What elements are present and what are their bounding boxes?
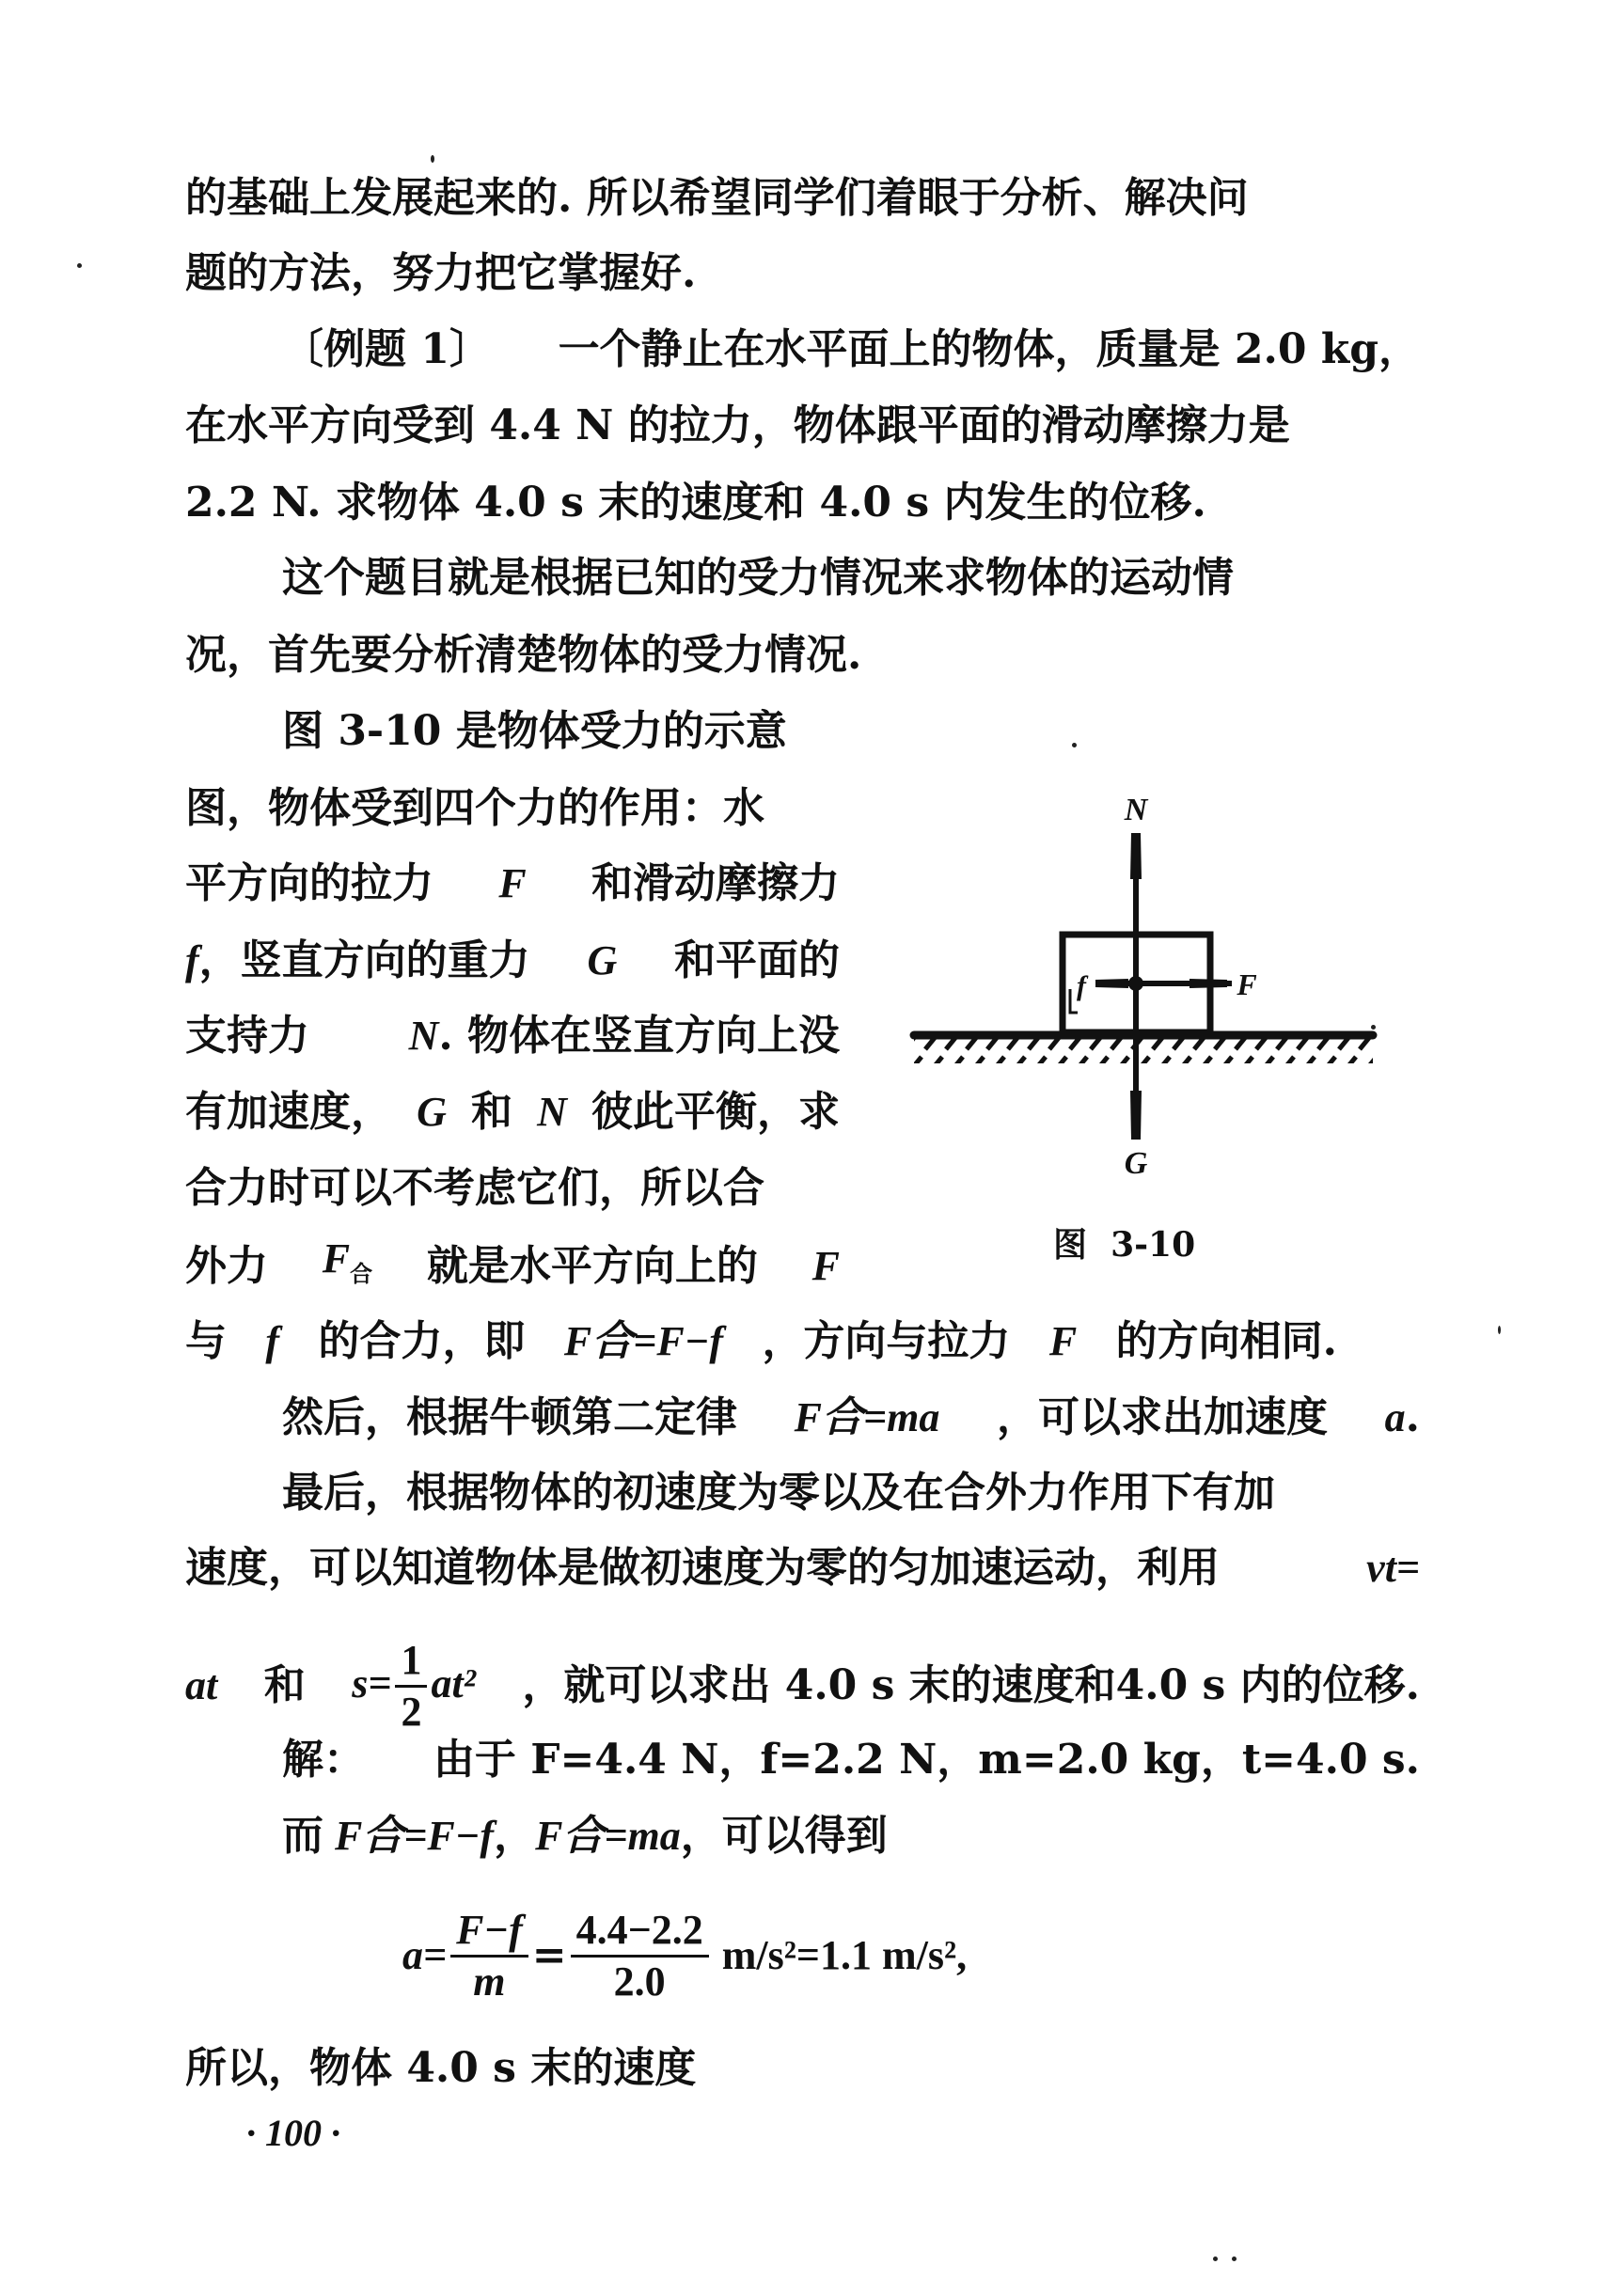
force-diagram: [903, 771, 1392, 1260]
figure-text-line-7: 合力时可以不考虑它们，所以合: [185, 1164, 764, 1212]
scan-speck: [1072, 743, 1077, 747]
analysis-line-1: 这个题目就是根据已知的受力情况来求物体的运动情: [282, 554, 1234, 602]
displacement-equation: s= $\frac{1}{2}$ at²: [352, 1636, 476, 1735]
scan-speck: [1498, 1326, 1501, 1334]
final-line-3: at 和 s= $\frac{1}{2}$ at² ，就可以求出 4.0 s 末的速度和4.0 s 内的位移.: [185, 1636, 1420, 1735]
ground-hatching: [914, 1039, 1373, 1063]
force-origin-dot: [1128, 976, 1143, 991]
velocity-equation-start: vt=: [1366, 1545, 1420, 1591]
label-pull-force: F: [1237, 967, 1257, 1001]
arrow-f-pull-icon: [1189, 979, 1227, 988]
figure-text-line-9: 与 f 的合力，即 F合=F−f ，方向与拉力 F 的方向相同.: [185, 1313, 1337, 1370]
figure-text-line-1: 图 3-10 是物体受力的示意: [282, 707, 787, 755]
label-friction: f: [1077, 970, 1086, 1001]
example-line-3: 2.2 N. 求物体 4.0 s 末的速度和 4.0 s 内发生的位移.: [185, 479, 1206, 527]
resultant-force-equation: F合=F−f: [563, 1318, 724, 1364]
example-line-2: 在水平方向受到 4.4 N 的拉力，物体跟平面的滑动摩擦力是: [185, 401, 1290, 449]
final-line-2: 速度，可以知道物体是做初速度为零的匀加速运动，利用 vt=: [185, 1540, 1420, 1596]
newton-line: 然后，根据牛顿第二定律 F合=ma ，可以求出加速度 a.: [282, 1390, 1420, 1446]
one-half-fraction: $\frac{1}{2}$: [395, 1640, 427, 1733]
newton-second-law-equation: F合=ma: [794, 1394, 940, 1440]
final-line-1: 最后，根据物体的初速度为零以及在合外力作用下有加: [282, 1469, 1275, 1517]
figure-text-line-4: f，竖直方向的重力 G 和平面的: [185, 936, 840, 984]
example-label: 〔例题 1〕: [282, 325, 491, 373]
label-g: G: [1124, 1146, 1148, 1181]
scan-speck: [77, 263, 82, 268]
scan-speck: [431, 155, 434, 163]
figure-caption: 图 3-10: [1053, 1225, 1196, 1265]
figure-text-line-3: 平方向的拉力 F 和滑动摩擦力: [185, 859, 840, 907]
analysis-line-2: 况，首先要分析清楚物体的受力情况.: [185, 631, 862, 679]
given-values: 由于 F=4.4 N，f=2.2 N，m=2.0 kg，t=4.0 s.: [433, 1736, 1420, 1784]
symbolic-fraction: $\frac{F-f}{m}$: [450, 1910, 528, 2003]
example-line-1: 〔例题 1〕 一个静止在水平面上的物体，质量是 2.0 kg，: [282, 322, 1420, 378]
solution-line-1: [282, 1732, 1420, 1788]
numeric-fraction: $\frac{4.4-2.2}{2.0}$: [571, 1910, 709, 2003]
label-n: N: [1124, 793, 1148, 827]
arrow-g-icon: [1130, 1091, 1142, 1140]
scan-speck: [1371, 1025, 1376, 1030]
figure-text-line-6: 有加速度， G 和 N 彼此平衡，求: [185, 1088, 840, 1136]
figure-text-line-2: 图，物体受到四个力的作用：水: [185, 784, 764, 832]
figure-text-line-5: 支持力 N. 物体在竖直方向上没: [185, 1012, 840, 1060]
solution-line-2: 而 F合=F−f ， F合=ma ，可以得到: [282, 1812, 888, 1860]
solution-label: 解：: [282, 1736, 365, 1784]
intro-line-2: 题的方法，努力把它掌握好.: [185, 249, 697, 297]
arrow-n-icon: [1130, 833, 1142, 879]
acceleration-formula: a= $\frac{F-f}{m}$ = $\frac{4.4-2.2}{2.0}$ m/s² =1.1 m/s²,: [402, 1906, 968, 2005]
arrow-f-friction-icon: [1095, 979, 1128, 988]
scan-speck: [1213, 2257, 1218, 2261]
intro-line-1: 的基础上发展起来的. 所以希望同学们着眼于分析、解决问: [185, 174, 1249, 222]
page-number: · 100 ·: [246, 2112, 340, 2154]
scan-speck: [1232, 2257, 1237, 2261]
solution-line-4: 所以，物体 4.0 s 末的速度: [185, 2044, 697, 2092]
figure-text-line-8: 外力 $F_合$ 就是水平方向上的 F: [185, 1235, 840, 1290]
